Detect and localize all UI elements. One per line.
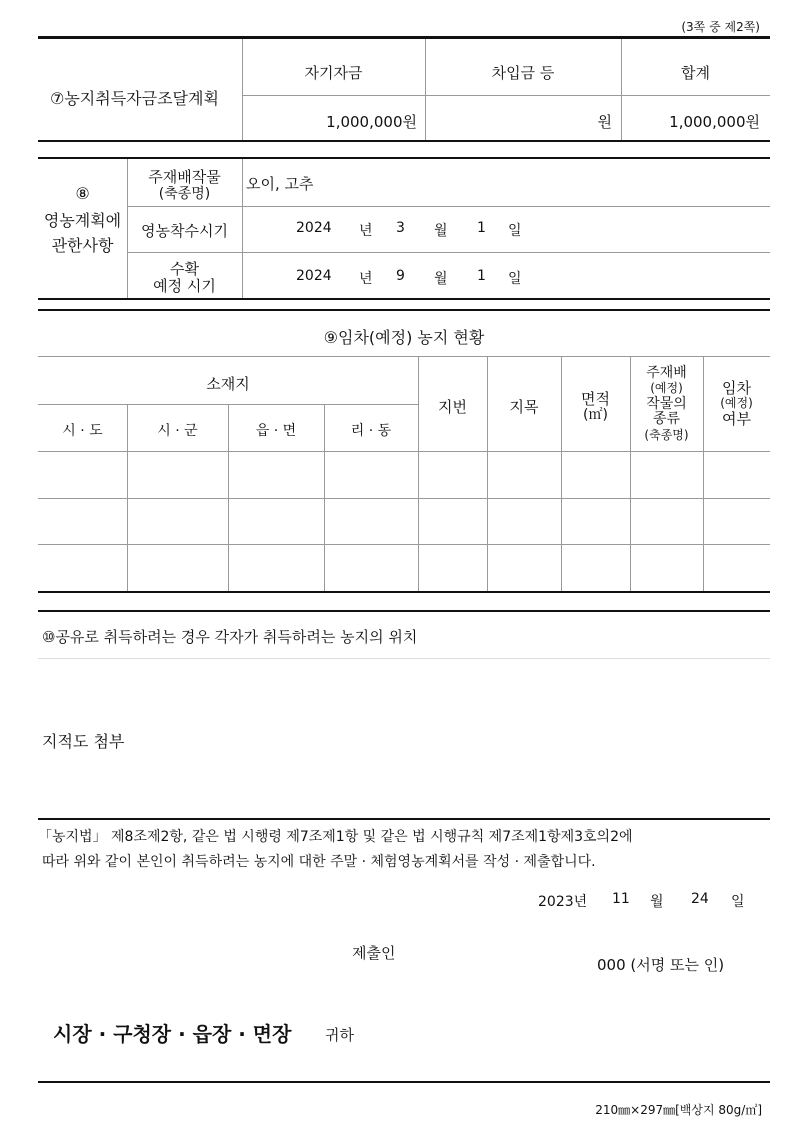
col-area-unit: (㎡)	[583, 407, 608, 423]
harvest-month: 9	[396, 268, 405, 284]
section9-bottom-border	[38, 591, 770, 593]
submitter-signature: 000 (서명 또는 인)	[597, 956, 725, 974]
date-day: 24	[691, 891, 709, 907]
col-sido: 시 · 도	[62, 423, 103, 439]
start-day: 1	[477, 220, 486, 236]
section8-label-line1: 영농계획에	[43, 211, 122, 230]
section7-bottom-border	[38, 140, 770, 142]
start-year: 2024	[296, 220, 332, 236]
page-indicator: (3쪽 중 제2쪽)	[681, 20, 760, 34]
section10-bottom-border	[38, 818, 770, 820]
section7-label: ⑦농지취득자금조달계획	[50, 89, 219, 108]
crop-label: 주재배작물	[148, 168, 221, 186]
col-location: 소재지	[206, 375, 250, 393]
section8-number: ⑧	[75, 184, 90, 203]
harvest-label: 수확	[170, 260, 199, 278]
col-ridong: 리 · 동	[350, 423, 392, 439]
harvest-year: 2024	[296, 268, 332, 284]
declaration-line2: 따라 위와 같이 본인이 취득하려는 농지에 대한 주말 · 체험영농계획서를 작성 · 제출합니다.	[42, 854, 596, 870]
col-own-funds: 자기자금	[304, 64, 363, 82]
loan-value: 원	[597, 113, 612, 131]
submitter-label: 제출인	[352, 944, 396, 962]
harvest-day: 1	[477, 268, 486, 284]
col-lease-line3: 여부	[722, 410, 751, 428]
col-eupmyeon: 읍 · 면	[255, 423, 297, 439]
section7-top-border	[38, 36, 770, 39]
declaration-line1: 「농지법」 제8조제2항, 같은 법 시행령 제7조제1항 및 같은 법 시행규칙 제7조제1항제3호의2에	[38, 829, 633, 845]
crop-value: 오이, 고추	[246, 175, 314, 193]
section10-top-border	[38, 610, 770, 612]
section8-label-line2: 관한사항	[51, 236, 114, 255]
section9-top-border	[38, 309, 770, 311]
col-crop-line2: (예정)	[650, 381, 683, 395]
crop-label-sub: (축종명)	[158, 186, 211, 202]
section8-bottom-border	[38, 298, 770, 300]
col-total: 합계	[681, 64, 710, 82]
footer-border	[38, 1081, 770, 1083]
start-label: 영농착수시기	[141, 222, 228, 240]
section10-title: ⑩공유로 취득하려는 경우 각자가 취득하려는 농지의 위치	[42, 628, 418, 646]
col-lease-line2: (예정)	[720, 396, 753, 410]
paper-spec: 210㎜×297㎜[백상지 80g/㎡]	[595, 1103, 762, 1117]
start-month: 3	[396, 220, 405, 236]
col-sigun: 시 · 군	[157, 423, 198, 439]
total-value: 1,000,000원	[669, 113, 760, 131]
col-loan: 차입금 등	[491, 64, 555, 82]
col-crop-line5: (축종명)	[644, 428, 689, 442]
harvest-label-sub: 예정 시기	[153, 277, 216, 295]
col-crop-line1: 주재배	[646, 365, 687, 381]
section8-top-border	[38, 157, 770, 159]
col-lease-line1: 임차	[722, 379, 751, 397]
section7-mid-line	[242, 95, 770, 96]
addressee: 시장 · 구청장 · 읍장 · 면장	[53, 1022, 292, 1046]
col-crop-line4: 종류	[652, 411, 681, 427]
honorific: 귀하	[325, 1026, 354, 1044]
section9-title: ⑨임차(예정) 농지 현황	[323, 328, 485, 347]
date-year: 2023년	[538, 894, 588, 910]
date-month: 11	[612, 891, 630, 907]
own-funds-value: 1,000,000원	[326, 113, 417, 131]
col-jimok: 지목	[509, 398, 539, 416]
col-jibun: 지번	[438, 398, 467, 416]
col-area: 면적	[581, 390, 610, 408]
col-crop-line3: 작물의	[646, 396, 687, 412]
section10-content: 지적도 첨부	[42, 732, 125, 751]
